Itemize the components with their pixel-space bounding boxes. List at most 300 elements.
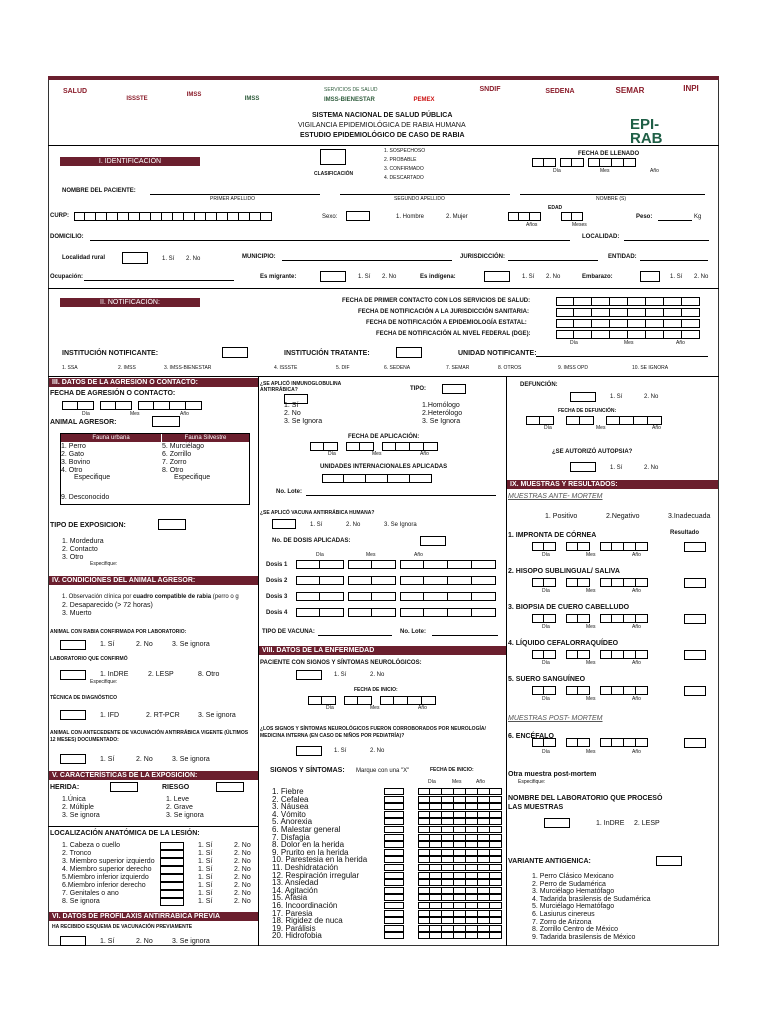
loc-item-box[interactable] [160, 866, 184, 874]
variante-item: 7. Zorro de Arizona [532, 918, 592, 926]
enc-anio: Año [632, 749, 641, 755]
signos-no: 2. No [370, 672, 385, 678]
dosis-fecha-boxes[interactable] [296, 576, 496, 585]
variante-item: 1. Perro Clásico Mexicano [532, 873, 614, 880]
inmuno-tipo-2: 2.Heterólogo [422, 410, 463, 417]
logo-servicios-text: SERVICIOS DE SALUD [324, 87, 378, 93]
section-notificacion: II. NOTIFICACIÓN: [60, 298, 200, 307]
variante-box[interactable] [656, 856, 682, 866]
muestra-dia: Día [542, 588, 550, 594]
loc-item-no: 2. No [234, 890, 251, 897]
signo-item: 20. Hidrofobia [272, 931, 322, 941]
muestra-resultado-box[interactable] [684, 686, 706, 696]
clasificacion-box[interactable] [320, 149, 346, 165]
section-agresion: III. DATOS DE LA AGRESION O CONTACTO: [49, 378, 258, 387]
peso-line[interactable] [658, 220, 692, 221]
silv-5: 5. Murciélago [162, 443, 205, 450]
unidad-notificante-label: UNIDAD NOTIFICANTE: [458, 350, 537, 357]
section-profilaxis: VI. DATOS DE PROFILAXIS ANTIRRABICA PREVIA [49, 912, 258, 921]
clasif-opt-2: 2. PROBABLE [384, 157, 417, 163]
inst-8: 8. OTROS [498, 365, 522, 371]
notif-fecha-3-boxes[interactable] [556, 319, 700, 328]
signo-check[interactable] [384, 872, 404, 879]
signo-check[interactable] [384, 796, 404, 803]
signo-fecha-boxes[interactable] [418, 932, 502, 939]
laboratorio-confirmo-box[interactable] [60, 670, 86, 680]
herida-3: 3. Se ignora [62, 812, 100, 819]
loc-item-si: 1. Sí [198, 842, 213, 849]
logo-imss-bienestar: IMSS-BIENESTAR [324, 97, 375, 103]
clasif-opt-4: 4. DESCARTADO [384, 175, 424, 181]
profilaxis-box[interactable] [60, 936, 86, 946]
loc-rural-box[interactable] [122, 252, 148, 264]
signo-check[interactable] [384, 925, 404, 932]
muestra-dia: Día [542, 624, 550, 630]
urb-2: 2. Gato [61, 451, 84, 458]
encefalo-fecha-boxes[interactable] [532, 738, 648, 747]
fecha-inicio-col-label: FECHA DE INICIO: [430, 767, 474, 773]
signo-check[interactable] [384, 910, 404, 917]
inst-tratante-label: INSTITUCIÓN TRATANTE: [284, 350, 370, 357]
peso-label: Peso: [636, 214, 653, 220]
dosis-label: Dosis 2 [266, 578, 288, 584]
logo-imss-2: IMSS [244, 96, 260, 102]
signo-check[interactable] [384, 917, 404, 924]
dosis-aplicadas-label: No. DE DOSIS APLICADAS: [272, 538, 351, 544]
muestra-fecha-boxes[interactable] [532, 542, 648, 551]
urb-4: 4. Otro [61, 467, 83, 474]
fecha-inicio-boxes[interactable] [308, 696, 436, 705]
defuncion-box[interactable] [570, 392, 596, 402]
resultado-label: Resultado [670, 530, 700, 536]
col-divider-1 [258, 377, 259, 946]
antecedente-label: ANIMAL CON ANTECEDENTE DE VACUNACIÓN ANTIRRÁBICA VIGENTE (ÚLTIMOS 12 MESES) DOCUMENTADO: [50, 730, 249, 743]
sexo-mujer: 2. Mujer [446, 214, 468, 220]
signo-fecha-boxes[interactable] [418, 902, 502, 909]
signo-fecha-boxes[interactable] [418, 811, 502, 818]
signo-check[interactable] [384, 834, 404, 841]
signo-check[interactable] [384, 932, 404, 939]
inmuno-lote-label: No. Lote: [276, 489, 302, 495]
dosis-label: Dosis 1 [266, 562, 288, 568]
inst-4: 4. ISSSTE [274, 365, 298, 371]
muestra-dia: Día [542, 696, 550, 702]
inst-6: 6. SEDENA [384, 365, 411, 371]
dosis-fecha-boxes[interactable] [296, 608, 496, 617]
localidad-label: LOCALIDAD: [582, 234, 620, 240]
jurisdiccion-line[interactable] [508, 260, 598, 261]
signo-item: 11. Deshidratación [272, 863, 339, 872]
loc-item: 7. Genitales o ano [62, 890, 119, 897]
variante-item: 2. Perro de Sudamérica [532, 880, 606, 888]
agresion-mes: Mes [130, 411, 140, 417]
indigena-box[interactable] [484, 271, 510, 282]
vac-dia: Día [316, 552, 324, 558]
header-line-1: SISTEMA NACIONAL DE SALUD PÚBLICA [312, 112, 453, 119]
signo-item: 8. Dolor en la herida [272, 840, 345, 850]
enc-dia: Día [542, 749, 550, 755]
loc-item: 2. Tronco [62, 850, 92, 857]
ocupacion-label: Ocupación: [50, 274, 84, 280]
variante-item: 6. Lasiurus cinereus [532, 911, 595, 918]
loc-item-box[interactable] [160, 898, 184, 906]
muestra-anio: Año [632, 660, 641, 666]
signo-check[interactable] [384, 788, 404, 795]
fecha-agresion-boxes[interactable] [62, 401, 202, 410]
res-negativo: 2.Negativo [606, 513, 640, 520]
lab-proceso-lesp: 2. LESP [634, 820, 660, 827]
signo-check[interactable] [384, 864, 404, 871]
cond-3: 3. Muerto [62, 610, 92, 617]
loc-item-si: 1. Sí [198, 890, 213, 897]
notif-fecha-4-boxes[interactable] [556, 330, 700, 339]
signo-item: 7. Disfagia [272, 832, 310, 842]
loc-item-si: 1. Sí [198, 858, 213, 865]
vacuna-q: ¿SE APLICÓ VACUNA ANTIRRÁBICA HUMANA? [260, 510, 375, 516]
signo-fecha-boxes[interactable] [418, 803, 502, 810]
inst-tratante-box[interactable] [396, 347, 422, 358]
signo-fecha-boxes[interactable] [418, 826, 502, 833]
lab-proceso-indre: 1. InDRE [596, 820, 625, 827]
loc-item: 8. Se ignora [62, 898, 100, 905]
silv-especifique: Especifique [174, 474, 211, 481]
ocupacion-line[interactable] [84, 280, 234, 281]
signo-fecha-boxes[interactable] [418, 894, 502, 901]
inst-notificante-box[interactable] [222, 347, 248, 358]
tecnica-box[interactable] [60, 710, 86, 720]
logo-salud: SALUD [62, 88, 88, 95]
antecedente-box[interactable] [60, 754, 86, 764]
tipo-exposicion-box[interactable] [158, 519, 186, 530]
loc-item-box[interactable] [160, 874, 184, 882]
tipo-vacuna-label: TIPO DE VACUNA: [262, 629, 315, 635]
vacuna-no: 2. No [346, 522, 361, 528]
dosis-fecha-boxes[interactable] [296, 560, 496, 569]
profilaxis-q: HA RECIBIDO ESQUEMA DE VACUNACIÓN PREVIAMENTE [52, 924, 193, 930]
inmuno-lote-line[interactable] [306, 495, 496, 496]
signo-check[interactable] [384, 818, 404, 825]
loc-item-si: 1. Sí [198, 850, 213, 857]
llenado-mes: Mes [600, 168, 610, 174]
fecha-aplicacion-label: FECHA DE APLICACIÓN: [348, 434, 420, 440]
muestra-resultado-box[interactable] [684, 578, 706, 588]
muestra-item: 3. BIOPSIA DE CUERO CABELLUDO [508, 604, 630, 611]
vacuna-lote-line[interactable] [432, 635, 498, 636]
fecha-defuncion-boxes[interactable] [526, 416, 662, 425]
tecnica-rtpcr: 2. RT-PCR [146, 712, 180, 719]
signo-item: 15. Afasia [272, 893, 308, 903]
defuncion-si: 1. Sí [610, 394, 623, 400]
notif-fecha-3: FECHA DE NOTIFICACIÓN A EPIDEMIOLOGÍA ESTATAL: [366, 320, 527, 326]
inmuno-tipo-1: 1.Homólogo [422, 402, 460, 409]
loc-rural-si: 1. Sí [162, 256, 175, 262]
muestra-resultado-box[interactable] [684, 614, 706, 624]
muestra-resultado-box[interactable] [684, 650, 706, 660]
autopsia-box[interactable] [570, 462, 596, 472]
lab-conf-no: 2. No [136, 641, 153, 648]
signo-check[interactable] [384, 803, 404, 810]
herida-box[interactable] [110, 782, 138, 792]
fecha-inicio-label: FECHA DE INICIO: [354, 687, 398, 693]
muestra-mes: Mes [586, 552, 596, 558]
loc-item-si: 1. Sí [198, 898, 213, 905]
fecha-aplicacion-boxes[interactable] [310, 442, 438, 451]
loc-item-si: 1. Sí [198, 866, 213, 873]
herida-1: 1.Única [62, 796, 86, 803]
signo-fecha-boxes[interactable] [418, 887, 502, 894]
loc-item: 1. Cabeza o cuello [62, 842, 120, 849]
inst-7: 7. SEMAR [446, 365, 470, 371]
loc-item-box[interactable] [160, 890, 184, 898]
signo-item: 14. Agitación [272, 885, 318, 895]
localizacion-label: LOCALIZACIÓN ANATÓMICA DE LA LESIÓN: [50, 830, 200, 837]
ante-mortem-label: MUESTRAS ANTE- MORTEM [508, 493, 603, 500]
sig-dia: Día [428, 779, 436, 785]
muestra-resultado-box[interactable] [684, 542, 706, 552]
loc-item-box[interactable] [160, 842, 184, 850]
loc-item-no: 2. No [234, 874, 251, 881]
lab-conf-label: ANIMAL CON RABIA CONFIRMADA POR LABORATORIO: [50, 629, 187, 635]
nombre-line-3[interactable] [520, 194, 705, 195]
agresion-anio: Año [180, 411, 189, 417]
loc-rural-no: 2. No [186, 256, 201, 262]
signo-check[interactable] [384, 841, 404, 848]
signo-check[interactable] [384, 902, 404, 909]
riesgo-box[interactable] [216, 782, 244, 792]
loc-item-no: 2. No [234, 866, 251, 873]
inst-notificante-label: INSTITUCIÓN NOTIFICANTE: [62, 350, 159, 357]
nombre-line-1[interactable] [150, 194, 320, 195]
encefalo-resultado-box[interactable] [684, 738, 706, 748]
col-divider-2 [506, 377, 507, 946]
form-code: EPI-RAB [630, 118, 663, 144]
antec-ignora: 3. Se ignora [172, 756, 210, 763]
embarazo-si: 1. Sí [670, 274, 683, 280]
animal-agresor-label: ANIMAL AGRESOR: [50, 419, 117, 426]
signo-fecha-boxes[interactable] [418, 856, 502, 863]
lab-proceso-box[interactable] [544, 818, 570, 828]
municipio-line[interactable] [282, 260, 452, 261]
migrante-si: 1. Sí [358, 274, 371, 280]
header-bar [48, 76, 719, 80]
def-anio: Año [652, 425, 661, 431]
loc-item-box[interactable] [160, 850, 184, 858]
sexo-box[interactable] [346, 211, 370, 221]
lab-conf-box[interactable] [60, 640, 86, 650]
localidad-line[interactable] [624, 240, 709, 241]
notif-fecha-4: FECHA DE NOTIFICACIÓN AL NIVEL FEDERAL (DGE): [376, 331, 531, 337]
fauna-desconocido: 9. Desconocido [61, 494, 110, 501]
indigena-si: 1. Sí [522, 274, 535, 280]
silv-8: 8. Otro [162, 467, 184, 474]
laboratorio-confirmo-label: LABORATORIO QUE CONFIRMÓ [50, 656, 128, 662]
signos-neuro-q: PACIENTE CON SIGNOS Y SÍNTOMAS NEUROLÓGICOS: [260, 660, 422, 666]
signo-check[interactable] [384, 826, 404, 833]
cond-1-a: 1. Observación clínica por [62, 594, 134, 600]
signo-fecha-boxes[interactable] [418, 834, 502, 841]
loc-item: 6.Miembro inferior derecho [62, 882, 146, 889]
tecnica-ifd: 1. IFD [100, 712, 120, 719]
riesgo-3: 3. Se ignora [166, 812, 204, 819]
llenado-anio: Año [650, 168, 659, 174]
aplic-anio: Año [420, 451, 429, 457]
loc-item-no: 2. No [234, 898, 251, 905]
corrob-no: 2. No [370, 748, 385, 754]
fecha-llenado-label: FECHA DE LLENADO [578, 151, 640, 157]
signo-fecha-boxes[interactable] [418, 788, 502, 795]
signo-check[interactable] [384, 879, 404, 886]
vacuna-si: 1. Sí [310, 522, 323, 528]
loc-item-si: 1. Sí [198, 882, 213, 889]
loc-item: 3. Miembro superior izquierdo [62, 858, 155, 865]
muestra-fecha-boxes[interactable] [532, 614, 648, 623]
edad-meses: Meses [572, 222, 587, 228]
migrante-box[interactable] [320, 271, 346, 282]
signo-check[interactable] [384, 894, 404, 901]
tipo-vacuna-line[interactable] [318, 635, 392, 636]
loc-item: 4. Miembro superior derecho [62, 866, 152, 873]
section-caracteristicas: V. CARACTERÍSTICAS DE LA EXPOSICION: [49, 771, 258, 780]
vac-anio: Año [414, 552, 423, 558]
cond-1-b: cuadro compatible de rabia [133, 594, 212, 600]
curp-boxes[interactable] [74, 212, 272, 221]
inmuno-tipo-box[interactable] [442, 384, 466, 394]
antec-no: 2. No [136, 756, 153, 763]
res-positivo: 1. Positivo [545, 513, 578, 520]
signo-fecha-boxes[interactable] [418, 841, 502, 848]
signo-fecha-boxes[interactable] [418, 910, 502, 917]
fecha-agresion-label: FECHA DE AGRESIÓN O CONTACTO: [50, 390, 176, 397]
header-line-3: ESTUDIO EPIDEMIOLÓGICO DE CASO DE RABIA [300, 132, 465, 139]
corroborados-box[interactable] [296, 746, 322, 756]
domicilio-label: DOMICILIO: [50, 234, 84, 240]
signo-check[interactable] [384, 849, 404, 856]
nombres: NOMBRE (S) [596, 196, 626, 202]
ui-boxes[interactable] [322, 474, 432, 483]
curp-label: CURP: [50, 213, 69, 219]
nombre-line-2[interactable] [340, 194, 510, 195]
muestra-fecha-boxes[interactable] [532, 578, 648, 587]
embarazo-label: Embarazo: [582, 274, 613, 280]
embarazo-box[interactable] [640, 271, 660, 282]
section-enfermedad: VIII. DATOS DE LA ENFERMEDAD [259, 646, 506, 655]
muestra-anio: Año [632, 588, 641, 594]
prof-si: 1. Sí [100, 938, 115, 945]
muestra-fecha-boxes[interactable] [532, 686, 648, 695]
herida-2: 2. Múltiple [62, 804, 94, 811]
variante-item: 4. Tadarida brasilensis de Sudamérica [532, 895, 651, 903]
autopsia-no: 2. No [644, 465, 659, 471]
signo-fecha-boxes[interactable] [418, 818, 502, 825]
segundo-apellido: SEGUNDO APELLIDO [394, 196, 445, 202]
signos-si: 1. Sí [334, 672, 347, 678]
clasif-opt-3: 3. CONFIRMADO [384, 166, 424, 172]
inmuno-opt-3: 3. Se Ignora [284, 418, 323, 425]
entidad-label: ENTIDAD: [608, 254, 637, 260]
domicilio-line[interactable] [90, 240, 570, 241]
variante-item: 5. Murciélago Hematófago [532, 903, 615, 911]
nombre-label: NOMBRE DEL PACIENTE: [62, 188, 136, 194]
divider-localiz [48, 826, 258, 827]
muestra-mes: Mes [586, 696, 596, 702]
entidad-line[interactable] [640, 260, 708, 261]
muestra-fecha-boxes[interactable] [532, 650, 648, 659]
fecha-llenado-boxes[interactable] [532, 158, 636, 167]
muestra-item: 1. IMPRONTA DE CÓRNEA [508, 532, 597, 539]
signo-item: 3. Náusea [272, 802, 309, 812]
unidad-notificante-line[interactable] [536, 356, 708, 357]
signo-fecha-boxes[interactable] [418, 864, 502, 871]
logo-issste: ISSSTE [126, 96, 148, 102]
signo-check[interactable] [384, 811, 404, 818]
notif-fecha-2-boxes[interactable] [556, 308, 700, 317]
signos-neuro-box[interactable] [296, 670, 322, 680]
notif-fecha-1-boxes[interactable] [556, 297, 700, 306]
signo-check[interactable] [384, 887, 404, 894]
loc-item-box[interactable] [160, 858, 184, 866]
vacuna-lote-label: No. Lote: [400, 629, 426, 635]
res-inadecuada: 3.Inadecuada [668, 513, 711, 520]
riesgo-2: 2. Grave [166, 804, 193, 811]
signo-fecha-boxes[interactable] [418, 917, 502, 924]
vacuna-box[interactable] [272, 519, 296, 529]
inst-9: 9. IMSS OPD [558, 365, 589, 371]
dosis-aplicadas-box[interactable] [420, 536, 446, 546]
signo-fecha-boxes[interactable] [418, 796, 502, 803]
signo-item: 6. Malestar general [272, 825, 341, 834]
signo-item: 12. Respiración irregular [272, 870, 360, 880]
lab-proceso-label: NOMBRE DEL LABORATORIO QUE PROCESÓ LAS MUESTRAS [508, 795, 663, 811]
notif-anio: Año [676, 340, 685, 346]
indigena-no: 2. No [546, 274, 561, 280]
signo-fecha-boxes[interactable] [418, 849, 502, 856]
edad-anios: Años [526, 222, 538, 228]
logo-sedena: SEDENA [545, 88, 575, 95]
notif-fecha-1: FECHA DE PRIMER CONTACTO CON LOS SERVICIOS DE SALUD: [342, 298, 531, 304]
loc-item-box[interactable] [160, 882, 184, 890]
section-identificacion: I. IDENTIFICACIÓN [60, 157, 200, 166]
signo-check[interactable] [384, 856, 404, 863]
cond-1-c: (perro o g [211, 594, 239, 600]
peso-kg: Kg [694, 214, 702, 220]
signo-item: 1. Fiebre [272, 787, 304, 796]
lab-conf-si: 1. Sí [100, 641, 115, 648]
edad-boxes[interactable] [508, 212, 583, 221]
animal-agresor-box[interactable] [152, 416, 180, 427]
dosis-label: Dosis 3 [266, 594, 288, 600]
enc-mes: Mes [586, 749, 596, 755]
loc-item-no: 2. No [234, 858, 251, 865]
lab-otro: 8. Otro [198, 671, 220, 678]
urb-1: 1. Perro [61, 443, 86, 450]
cond-1 [62, 594, 239, 600]
antec-si: 1. Sí [100, 756, 115, 763]
variante-label: VARIANTE ANTIGENICA: [508, 858, 591, 865]
signo-fecha-boxes[interactable] [418, 925, 502, 932]
signo-fecha-boxes[interactable] [418, 879, 502, 886]
section-muestras: IX. MUESTRAS Y RESULTADOS: [507, 480, 718, 489]
signo-fecha-boxes[interactable] [418, 872, 502, 879]
sexo-label: Sexo: [322, 214, 338, 220]
muestra-anio: Año [632, 552, 641, 558]
variante-item: 9. Tadarida brasilensis de México [532, 933, 636, 941]
dosis-fecha-boxes[interactable] [296, 592, 496, 601]
signo-item: 13. Ansiedad [272, 878, 319, 888]
loc-item-no: 2. No [234, 850, 251, 857]
lab-especifique: Especifique: [90, 679, 118, 685]
fecha-defuncion-label: FECHA DE DEFUNCIÓN: [558, 408, 617, 414]
muestra-anio: Año [632, 696, 641, 702]
